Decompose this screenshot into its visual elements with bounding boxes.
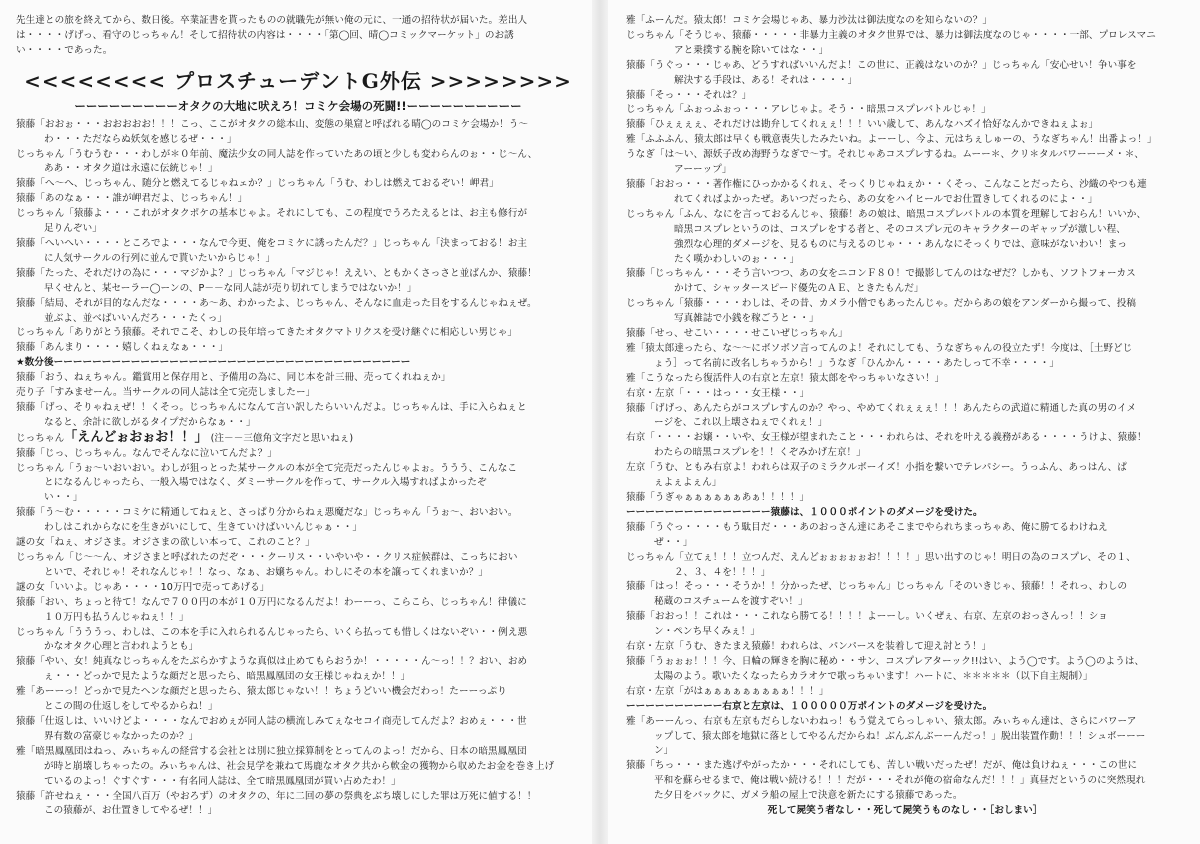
dialogue-line: 猿藤「へいへい・・・・ところでよ・・・なんで今更、俺をコミケに誘ったんだ？」じっちゃん「決まっておる！お主 [16, 237, 528, 249]
dialogue-line: 猿藤「たった、それだけの為に・・・マジかよ？」じっちゃん「マジじゃ！ええい、ともかくさっさと並ばんか、猿藤！ [16, 267, 537, 279]
dialogue-line: 猿藤「へ～へ、じっちゃん、随分と燃えてるじゃねェか？」じっちゃん「うむ、わしは燃えておるぞい！岬君」 [16, 178, 499, 190]
dialogue-line: 猿藤「じっちゃん・・・そう言いつつ、あの女をニコンＦ８０！で撮影してんのはなぜだ？しかも、ソフトフォーカス [626, 268, 1136, 280]
dialogue-line: 猿藤「う～む・・・・・コミケに精通してねぇと、さっぱり分からねぇ悪魔だな」じっちゃん「うぉ～、おいおい。 [16, 507, 518, 519]
dialogue-line: じっちゃん「うむうむ・・・わしが＊０年前、魔法少女の同人誌を作っていたあの頃と少しも変わらんのぉ・・じ～ん、 [16, 148, 538, 160]
dialogue-line: 猿藤「うぎゃぁぁぁぁぁぁあぁ！！！！」 [626, 492, 810, 503]
dialogue-line: 右京・左京「がはぁぁぁぁぁぁぁぁぁ！！！」 [626, 685, 829, 697]
speaker-name: じっちゃん [16, 432, 65, 444]
dialogue-line: 足りんぞい」 [44, 223, 102, 235]
dialogue-line: 猿藤「ちっ・・・また逃げやがったか・・・それにしても、苦しい戦いだったぜ！だが、俺は負けねぇ・・・この世に [626, 760, 1138, 772]
dialogue-line: じっちゃん「うぉ～いおいおい。わしが狙っとった某サークルの本が全て完売だったんじゃよぉ。ううう、こんなこ [16, 462, 517, 474]
dialogue-line: アと乗撲する腕を除いてはな・・」 [674, 44, 829, 56]
dialogue-line: といで、それじゃ！それなんじゃ！！なっ、なぁ、お嬢ちゃん。わしにその本を譲ってくれまいか？」 [44, 566, 488, 578]
left-page [0, 0, 596, 844]
dialogue-line: なると、余計に欲しがるタイプだからなぁ・・」 [44, 416, 256, 428]
intro-line: い・・・・であった。 [16, 44, 113, 56]
dialogue-line: ょう］って名前に改名しちゃうから！」うなぎ「ひんかん・・・・あたしって不幸・・・・」 [654, 357, 1060, 369]
dialogue-line: 猿藤「やい、女！純真なじっちゃんをたぶらかすような真似は止めてもらおうか！・・・・・ん～っ！！？おい、おめ [16, 656, 528, 668]
dialogue-line: 右京・左京「・・・はっ・・女王様・・」 [626, 387, 810, 399]
ending-line: 死して屍笑う者なし・・死して屍笑うものなし・・［おしまい］ [767, 805, 1043, 817]
shout-text: 「えんどぉおぉお！！」 [64, 429, 208, 445]
dialogue-line: うなぎ「は～い、源妖子改め海野うなぎで～す。それじゃあコスプレするね。ムーー＊、クリ＊タルパワーーーメ・＊、 [626, 149, 1144, 161]
dialogue-line: じっちゃん「じ～～ん、オジさまと呼ばれたのだぞ・・・クーリス・・いやいや・・クリス症候群は、こっちにおい [16, 552, 518, 563]
dialogue-line: 写真雑誌で小銭を稼ごうと・・」 [674, 313, 819, 325]
shout-note: (注－－三億角文字だと思いねぇ) [210, 432, 354, 444]
dialogue-block [626, 521, 1184, 700]
dialogue-line: この猿藤が、お仕置きしてやるぜ！！」 [44, 805, 218, 817]
dialogue-line: ぜ・・」 [654, 536, 693, 548]
story-title: <<<<<<<< プロスチューデントG外伝 >>>>>>>> [24, 68, 572, 93]
dialogue-line: 雅「あーーんっ、右京も左京もだらしないわねっ！もう覚えてらっしゃい、猿太郎。みぃちゃん達は、さらにパワーア [626, 715, 1137, 727]
dialogue-line: 解決する手段は、ある！それは・・・・」 [674, 74, 858, 86]
dialogue-line: に人気サークルの行列に並んで貰いたいからじゃ！」 [44, 252, 276, 264]
dialogue-line: 左京「うむ、ともみ右京よ！われらは双子のミラクルボーイズ！小指を繋いでテレパシー。うっふん、あっはん、ぱ [626, 462, 1127, 474]
dialogue-line: 猿藤「げげっ、あんたらがコスプレすんのか？やっ、やめてくれぇぇぇ！！！あんたらの武道に精通した真の男のイメ [626, 402, 1137, 414]
dialogue-line: 猿藤「結局、それが目的なんだな・・・・あ～あ、わかったよ、じっちゃん、そんなに血走った目をするんじゃねぇぜ。 [16, 297, 537, 309]
dialogue-line: じっちゃん「立てぇ！！！立つんだ、えんどぉぉぉぉぉお！！！！」思い出すのじゃ！明日の為のコスプレ、その１、 [626, 551, 1136, 563]
dialogue-line: 謎の女「いいよ。じゃあ・・・・10万円で売ってあげる」 [16, 581, 270, 593]
dialogue-line: わたらの暗黒コスプレを！！くぞみかげ左京！」 [654, 447, 866, 459]
dialogue-line: ぇよぇよぇん」 [654, 477, 722, 489]
intro-line: 先生達との旅を終えてから、数日後。卒業証書を貰ったものの就職先が無い俺の元に、一通の招待状が届いた。差出人 [16, 15, 528, 26]
dialogue-block [16, 118, 580, 431]
right-page [604, 0, 1200, 844]
dialogue-line: ぇ・・・どっかで見たような顔だと思ったら、暗黒鳳凰団の女王様じゃねぇか！！」 [44, 671, 411, 683]
dialogue-line: 猿藤「そっ・・・それは？」 [626, 89, 752, 101]
dialogue-line: 猿藤「あんまり・・・・嬉しくねぇなぁ・・・」 [16, 342, 229, 354]
dialogue-line: じっちゃん「うううっ、わしは、この本を手に入れられるんじゃったら、いくら払っても惜しくはないぞい・・例え悪 [16, 626, 528, 638]
dialogue-line: 雅「ふふふん、猿太郎は早くも戦意喪失したみたいね。よーーし、今よ、元はちぇしゅーの、うなぎちゃん！出番よっ！」 [626, 134, 1157, 146]
dialogue-line: た夕日をバックに、ガメラ船の屋上で決意を新たにする猿藤であった。 [654, 790, 963, 802]
dialogue-line: 早くせんと、某セーラー◯ーンの、P－－な同人誌が売り切れてしまうではないか！」 [44, 282, 417, 294]
dialogue-line: い・・」 [44, 492, 83, 504]
dialogue-line: かなオタク心理と言われようとも」 [44, 641, 199, 653]
dialogue-line: アーーップ」 [674, 164, 732, 176]
intro-line: は・・・・げげっ、看守のじっちゃん！そして招待状の内容は・・・・「第◯回、晴◯コミックマーケット」のお誘 [16, 29, 514, 41]
dialogue-line: １０万円も払うんじゃねぇ！！」 [44, 611, 189, 623]
dialogue-line: ン・ペンち早くみぇ！」 [654, 626, 761, 638]
dialogue-line: じっちゃん「ふぉっふぉっ・・・アレじゃよ。そう・・暗黒コスプレバトルじゃ！」 [626, 104, 991, 116]
endo-shout-line [16, 431, 580, 447]
dialogue-line: 猿藤「おおっ・・・著作権にひっかかるくれぇ、そっくりじゃねぇか・・くそっ、こんなことだったら、沙織のやつも連 [626, 178, 1147, 190]
dialogue-line: 猿藤「うぐっ・・・・もう駄目だ・・・あのおっさん達にあそこまでやられちまっちゃあ、俺に勝てるわけねえ [626, 521, 1108, 533]
dialogue-line: 並ぶよ、並べばいいんだろ・・・たくっ」 [44, 312, 228, 324]
dialogue-block [16, 447, 580, 820]
dialogue-line: 猿藤「おおぉ・・・おおおおお！！！こっ、ここがオタクの総本山、変態の巣窟と呼ばれる晴◯のコミケ会場か！う～ [16, 118, 529, 130]
dialogue-line: わ・・・ただならぬ妖気を感じるぜ・・・」 [44, 133, 237, 145]
dialogue-line: 猿藤「せっ、せこい・・・・せこいぜじっちゃん」 [626, 328, 848, 340]
dialogue-line: ン」 [654, 745, 674, 757]
dialogue-line: たく嘆かわしいのぉ・・・」 [674, 253, 800, 265]
dialogue-line: じっちゃん「猿藤・・・・わしは、その昔、カメラ小僧でもあったんじゃ。だからあの娘をアンダーから撮って、投稿 [626, 298, 1137, 310]
dialogue-line: 右京・左京「うむ、きたまえ猿藤！われらは、パンパースを装着して迎え討とう！」 [626, 641, 992, 653]
dialogue-line: ップして、猿太郎を地獄に落としてやるんだからね！ぶんぶんぶーーんだっ！」脱出装置作動！！！シュボーーー [654, 730, 1146, 742]
dialogue-line: ージを、これ以上壊さねぇでくれぇ！」 [654, 417, 828, 429]
dialogue-line: 猿藤「うぉぉぉ！！！今、日輪の輝きを胸に秘め・・サン、コスプレアターック!!はい、よう◯です。よう◯のようは、 [626, 655, 1145, 667]
dialogue-line: ているのよっ！ぐすぐす・・・有名同人誌は、全て暗黒鳳凰団が買い占めたわ！」 [44, 775, 401, 787]
dialogue-line: 猿藤「ひぇぇぇぇ、それだけは勘弁してくれぇぇ！！！いい歳して、あんなハズイ恰好なんかできねぇよぉ」 [626, 119, 1099, 131]
dialogue-line: 暗黒コスプレというのは、コスプレをする者と、そのコスプレ元のキャラクターのギャップが激しい程、 [674, 223, 1126, 235]
dialogue-line: じっちゃん「ありがとう猿藤。それでこそ、わしの長年培ってきたオタクマトリクスを受け継ぐに相応しい男じゃ」 [16, 327, 517, 339]
dialogue-line: 猿藤「おい、ちょっと待て！なんで７００円の本が１０万円になるんだよ！わーーっ、こらこら、じっちゃん！律儀に [16, 596, 527, 608]
dialogue-line: 猿藤「おう、ねぇちゃん。鑑賞用と保存用と、予備用の為に、同じ本を計三冊、売ってくれねぇか」 [16, 372, 451, 384]
dialogue-block [626, 14, 1184, 506]
dialogue-line: 猿藤「はっ！そっ・・・そうか！！分かったぜ、じっちゃん」じっちゃん「そのいきじゃ、猿藤！！それっ、わしの [626, 581, 1128, 593]
dialogue-line: 太陽のよう。歌いたくなったらカラオケで歌っちゃいます！ハートに、＊＊＊＊＊（以下自主規制）」 [654, 670, 1093, 682]
dialogue-line: 猿藤「げっ、そりゃねぇぜ！！くそっ。じっちゃんになんて言い訳したらいいんだよ。じっちゃんは、手に入らねぇと [16, 401, 527, 413]
dialogue-line: とこの間の仕返しをしてやるからね！」 [44, 701, 218, 713]
dialogue-line: 界有数の富豪じゃなかったのか？」 [44, 730, 199, 742]
dialogue-line: 雅「猿太郎達ったら、な～～にボソボソ言ってんのよ！それにしても、うなぎちゃんの役立たず！今度は、［土野どじ [626, 342, 1133, 354]
dialogue-line: ★数分後ーーーーーーーーーーーーーーーーーーーーーーーーーーーーーーーーーーーーー [16, 357, 411, 369]
dialogue-line: 猿藤「おおっ！！これは・・・これなら勝てる！！！！よーーし。いくぜぇ、右京、左京のおっさんっ！！ショ [626, 611, 1108, 623]
dialogue-line: 雅「暗黒鳳凰団はねっ、みぃちゃんの経営する会社とは別に独立採算制をとってんのよっ！だから、日本の暗黒鳳凰団 [16, 745, 527, 757]
dialogue-block [626, 715, 1184, 804]
dialogue-line: 雅「ふーんだ。猿太郎！コミケ会場じゃあ、暴力沙汰は御法度なのを知らないの？」 [626, 15, 993, 26]
dialogue-line: ２、３、４を！！！」 [674, 566, 771, 578]
dialogue-line: 売り子「すみませーん。当サークルの同人誌は全て完売しましたー」 [16, 387, 316, 399]
dialogue-line: 雅「こうなったら復活件人の右京と左京！猿太郎をやっちゃいなさい！」 [626, 372, 945, 384]
dialogue-line: 秘蔵のコスチュームを渡すぞい！」 [654, 596, 808, 608]
dialogue-line: じっちゃん「猿藤よ・・・これがオタクポケの基本じゃよ。それにしても、この程度でうろたえるとは、お主も修行が [16, 208, 528, 220]
dialogue-line: 猿藤「許せねぇ・・・全国八百万（やおろず）のオタクの、年に二回の夢の祭典をぶち壊しにした罪は万死に値する！！ [16, 790, 537, 802]
dialogue-line: 猿藤「仕返しは、いいけどよ・・・・なんでおめぇが同人誌の横流しみてぇなセコイ商売してんだよ？おめぇ・・・世 [16, 715, 527, 727]
dialogue-line: 強烈な心理的ダメージを、見るものに与えるのじゃ・・・あんなにそっくりでは、意味がないわい！まっ [674, 238, 1128, 250]
dialogue-line: れてくればよかったぜ。あいつだったら、あの女をハイヒールでお仕置きしてくれるのによ・・」 [674, 193, 1098, 205]
dialogue-line: 猿藤「うぐっ・・・じゃあ、どうすればいいんだよ！この世に、正義はないのか？」じっちゃん「安心せい！争い事を [626, 59, 1137, 71]
dialogue-line: ああ・・オタク道は永遠に伝統じゃ！」 [44, 163, 218, 175]
damage-message: ーーーーーーーーーー右京と左京は、１０００００万ポイントのダメージを受けた。 [626, 700, 993, 712]
dialogue-line: 猿藤「あのなぁ・・・誰が岬君だよ、じっちゃん！」 [16, 193, 248, 205]
dialogue-line: じっちゃん「そうじゃ、猿藤・・・・・非暴力主義のオタク世界では、暴力は御法度なのじゃ・・・・一部、プロレスマニ [626, 29, 1156, 41]
dialogue-line: 猿藤「じっ、じっちゃん。なんでそんなに泣いてんだよ？」 [16, 447, 277, 459]
dialogue-line: とになるんじゃったら、一般入場ではなく、ダミーサークルを作って、サークル入場すればよかったぞ [44, 477, 487, 489]
dialogue-line: かけて、シャッタースピード優先のＡＥ、ときたもんだ」 [674, 283, 924, 295]
dialogue-line: 右京「・・・・お嬢・・いや、女王様が望まれたこと・・・われらは、それを叶える義務がある・・・・うけよ、猿藤！ [626, 432, 1147, 444]
damage-message: ーーーーーーーーーーーーーーー猿藤は、１０００ポイントのダメージを受けた。 [626, 506, 983, 518]
story-subtitle: ーーーーーーーーーオタクの大地に吠えろ！コミケ会場の死闘!!ーーーーーーーーーー [74, 98, 522, 113]
intro-paragraph [16, 14, 580, 59]
dialogue-line: じっちゃん「ふん、なにを言っておるんじゃ、猿藤！あの娘は、暗黒コスプレバトルの本質を理解しておらん！いいか、 [626, 208, 1147, 220]
dialogue-line: 平和を蘇らせるまで、俺は戦い続ける！！！だが・・・それが俺の宿命なんだ！！！」真昼だというのに突然現れ [654, 775, 1146, 787]
dialogue-line: 雅「あーーっ！どっかで見たヘンな顔だと思ったら、猿太郎じゃない！！ちょうどいい機会だわっ！たーーっぷり [16, 686, 507, 698]
dialogue-line: 謎の女「ねぇ、オジさま。オジさまの欲しい本って、これのこと？」 [16, 537, 315, 549]
dialogue-line: が時と崩壊しちゃったの。みぃちゃんは、社会見学を兼ねて馬鹿なオタク共から軟金の獲物から収めたお金を巻き上げ [44, 760, 555, 772]
dialogue-line: わしはこれからなにを生きがいにして、生きていけばいいんじゃぁ・・」 [44, 522, 363, 534]
